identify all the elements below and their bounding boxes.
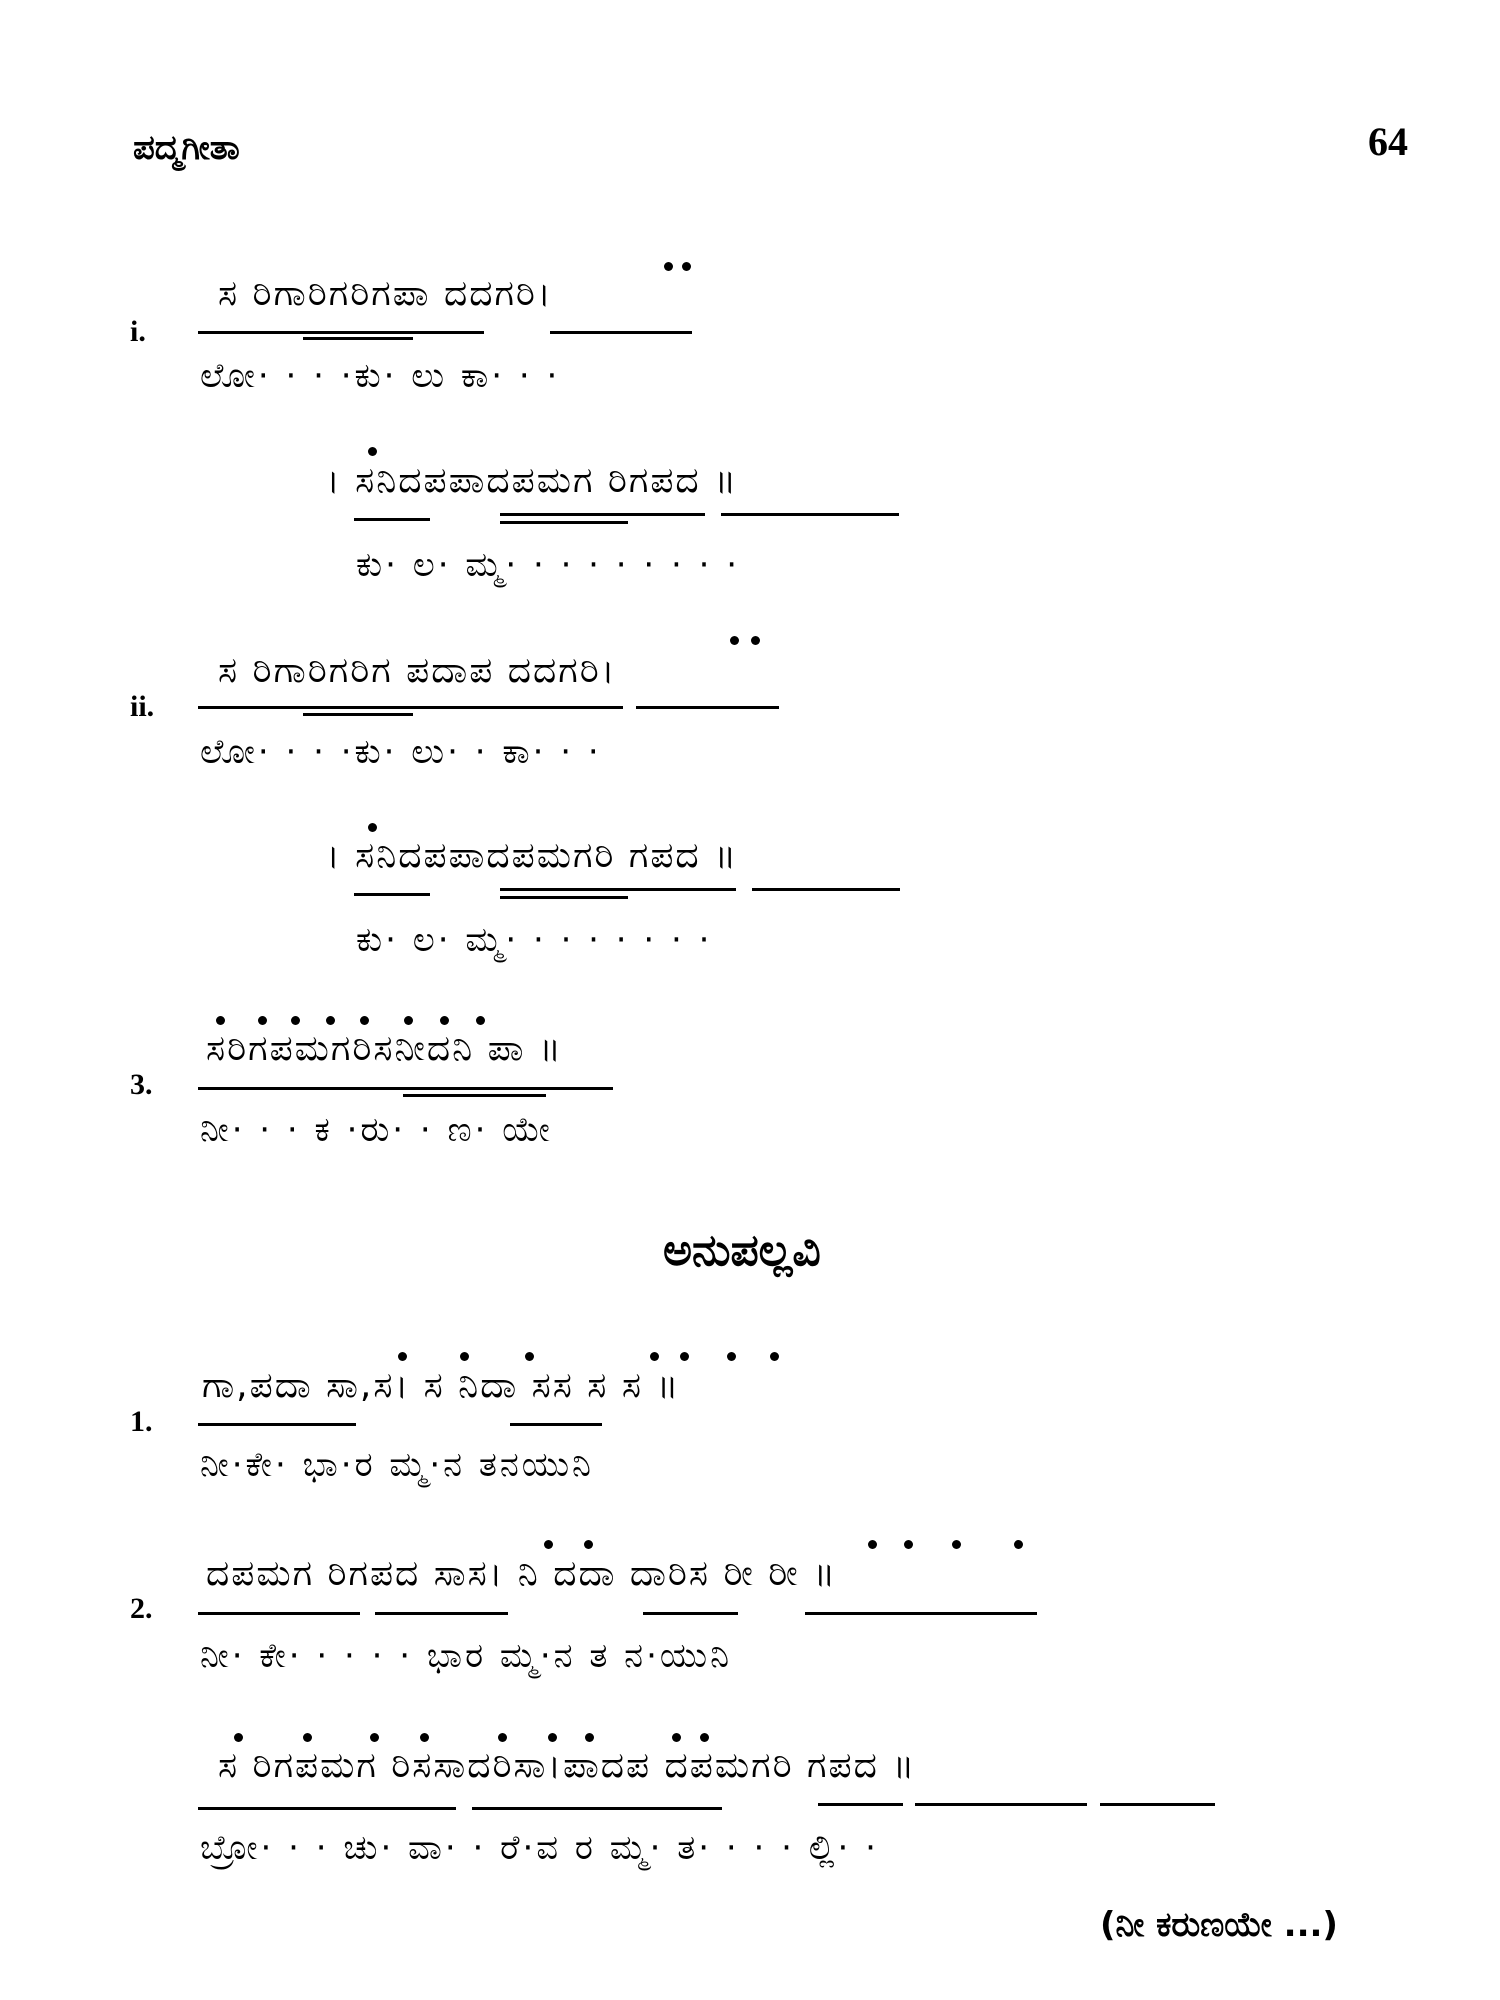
tara-dot bbox=[664, 262, 673, 271]
swara-line: ದಪಮಗ ರಿಗಪದ ಸಾಸ। ನಿ ದದಾ ದಾರಿಸ ರೀ ರೀ ॥ bbox=[206, 1553, 838, 1594]
tara-dot bbox=[360, 1016, 369, 1025]
tara-dot bbox=[548, 1733, 557, 1742]
tara-dot bbox=[368, 447, 377, 456]
tara-dot bbox=[868, 1540, 877, 1549]
tara-dot bbox=[682, 262, 691, 271]
tara-dot bbox=[258, 1016, 267, 1025]
running-header-title: ಪದ್ಮಗೀತಾ bbox=[133, 128, 240, 168]
tara-dot bbox=[544, 1540, 553, 1549]
swara-line: ಗಾ,ಪದಾ ಸಾ,ಸ। ಸ ನಿದಾ ಸಸ ಸ ಸ ॥ bbox=[202, 1365, 681, 1406]
beat-underline bbox=[375, 1612, 508, 1615]
tara-dot bbox=[398, 1352, 407, 1361]
tara-dot bbox=[326, 1016, 335, 1025]
beat-underline bbox=[752, 888, 900, 891]
tara-dot bbox=[368, 823, 377, 832]
tara-dot bbox=[727, 1352, 736, 1361]
beat-underline bbox=[403, 1094, 546, 1097]
swara-line: ಸ ರಿಗಾರಿಗರಿಗಪಾ ದದಗರಿ। bbox=[218, 273, 553, 314]
beat-underline bbox=[198, 331, 484, 334]
beat-underline bbox=[354, 518, 430, 521]
beat-underline bbox=[550, 331, 692, 334]
tara-dot bbox=[730, 636, 739, 645]
tara-dot bbox=[584, 1540, 593, 1549]
lyric-line: ನೀ· · · ಕ ·ರು· · ಣ· ಯೇ bbox=[200, 1110, 553, 1150]
swara-line: ಸರಿಗಪಮಗರಿಸನೀದನಿ ಪಾ ॥ bbox=[206, 1028, 563, 1069]
beat-underline bbox=[500, 513, 705, 516]
tara-dot bbox=[650, 1352, 659, 1361]
tara-dot bbox=[680, 1352, 689, 1361]
beat-underline bbox=[643, 1612, 738, 1615]
beat-underline bbox=[636, 706, 779, 709]
tara-dot bbox=[476, 1016, 485, 1025]
lyric-line: ಲೋ· · · ·ಕು· ಲು ಕಾ· · · bbox=[200, 356, 561, 396]
swara-line: ಸ ರಿಗಾರಿಗರಿಗ ಪದಾಪ ದದಗರಿ। bbox=[218, 650, 617, 691]
swara-line: ಸ ರಿಗಪಮಗ ರಿಸಸಾದರಿಸಾ।ಪಾದಪ ದಪಮಗರಿ ಗಪದ ॥ bbox=[218, 1745, 917, 1786]
lyric-line: ನೀ· ಕೇ· · · · · ಭಾರ ಮ್ಮ·ನ ತ ನ·ಯುನಿ bbox=[200, 1636, 733, 1676]
beat-underline bbox=[198, 1423, 356, 1426]
tara-dot bbox=[216, 1016, 225, 1025]
tara-dot bbox=[440, 1016, 449, 1025]
tara-dot bbox=[700, 1733, 709, 1742]
beat-underline bbox=[198, 1087, 613, 1090]
section-title: ಅನುಪಲ್ಲವಿ bbox=[663, 1225, 821, 1276]
swara-line: । ಸನಿದಪಪಾದಪಮಗ ರಿಗಪದ ॥ bbox=[326, 460, 739, 501]
tara-dot bbox=[460, 1352, 469, 1361]
refrain-cue: (ನೀ ಕರುಣಯೇ ...) bbox=[1100, 1905, 1338, 1945]
beat-underline bbox=[500, 896, 628, 899]
lyric-line: ಕು· ಲ· ಮ್ಮ· · · · · · · · · bbox=[356, 545, 741, 585]
beat-underline bbox=[510, 1423, 602, 1426]
tara-dot bbox=[498, 1733, 507, 1742]
lyric-line: ನೀ·ಕೇ· ಭಾ·ರ ಮ್ಮ·ನ ತನಯುನಿ bbox=[200, 1445, 594, 1485]
tara-dot bbox=[672, 1733, 681, 1742]
beat-underline bbox=[818, 1803, 903, 1806]
beat-underline bbox=[198, 1807, 456, 1810]
beat-underline bbox=[354, 893, 430, 896]
beat-underline bbox=[915, 1803, 1087, 1806]
beat-underline bbox=[1100, 1803, 1215, 1806]
tara-dot bbox=[1014, 1540, 1023, 1549]
variation-label: i. bbox=[130, 315, 146, 348]
beat-underline bbox=[721, 513, 899, 516]
variation-label: 3. bbox=[130, 1068, 153, 1101]
tara-dot bbox=[904, 1540, 913, 1549]
tara-dot bbox=[303, 1733, 312, 1742]
lyric-line: ಬ್ರೋ· · · ಚು· ವಾ· · ರೆ·ವ ರ ಮ್ಮ· ತ· · · · ಲ್ಲಿ· · bbox=[200, 1828, 879, 1868]
beat-underline bbox=[500, 888, 736, 891]
tara-dot bbox=[291, 1016, 300, 1025]
lyric-line: ಕು· ಲ· ಮ್ಮ· · · · · · · · bbox=[356, 920, 713, 960]
beat-underline bbox=[500, 521, 628, 524]
beat-underline bbox=[805, 1612, 1037, 1615]
page-number: 64 bbox=[1368, 119, 1408, 164]
lyric-line: ಲೋ· · · ·ಕು· ಲು· · ಕಾ· · · bbox=[200, 732, 602, 772]
variation-label: 2. bbox=[130, 1592, 153, 1625]
beat-underline bbox=[472, 1807, 722, 1810]
tara-dot bbox=[234, 1733, 243, 1742]
swara-line: । ಸನಿದಪಪಾದಪಮಗರಿ ಗಪದ ॥ bbox=[326, 835, 739, 876]
beat-underline bbox=[303, 337, 413, 340]
beat-underline bbox=[303, 713, 413, 716]
tara-dot bbox=[952, 1540, 961, 1549]
tara-dot bbox=[404, 1016, 413, 1025]
tara-dot bbox=[525, 1352, 534, 1361]
tara-dot bbox=[770, 1352, 779, 1361]
variation-label: 1. bbox=[130, 1405, 153, 1438]
beat-underline bbox=[198, 706, 623, 709]
tara-dot bbox=[585, 1733, 594, 1742]
beat-underline bbox=[198, 1612, 360, 1615]
variation-label: ii. bbox=[130, 690, 155, 723]
tara-dot bbox=[370, 1733, 379, 1742]
tara-dot bbox=[751, 636, 760, 645]
tara-dot bbox=[420, 1733, 429, 1742]
